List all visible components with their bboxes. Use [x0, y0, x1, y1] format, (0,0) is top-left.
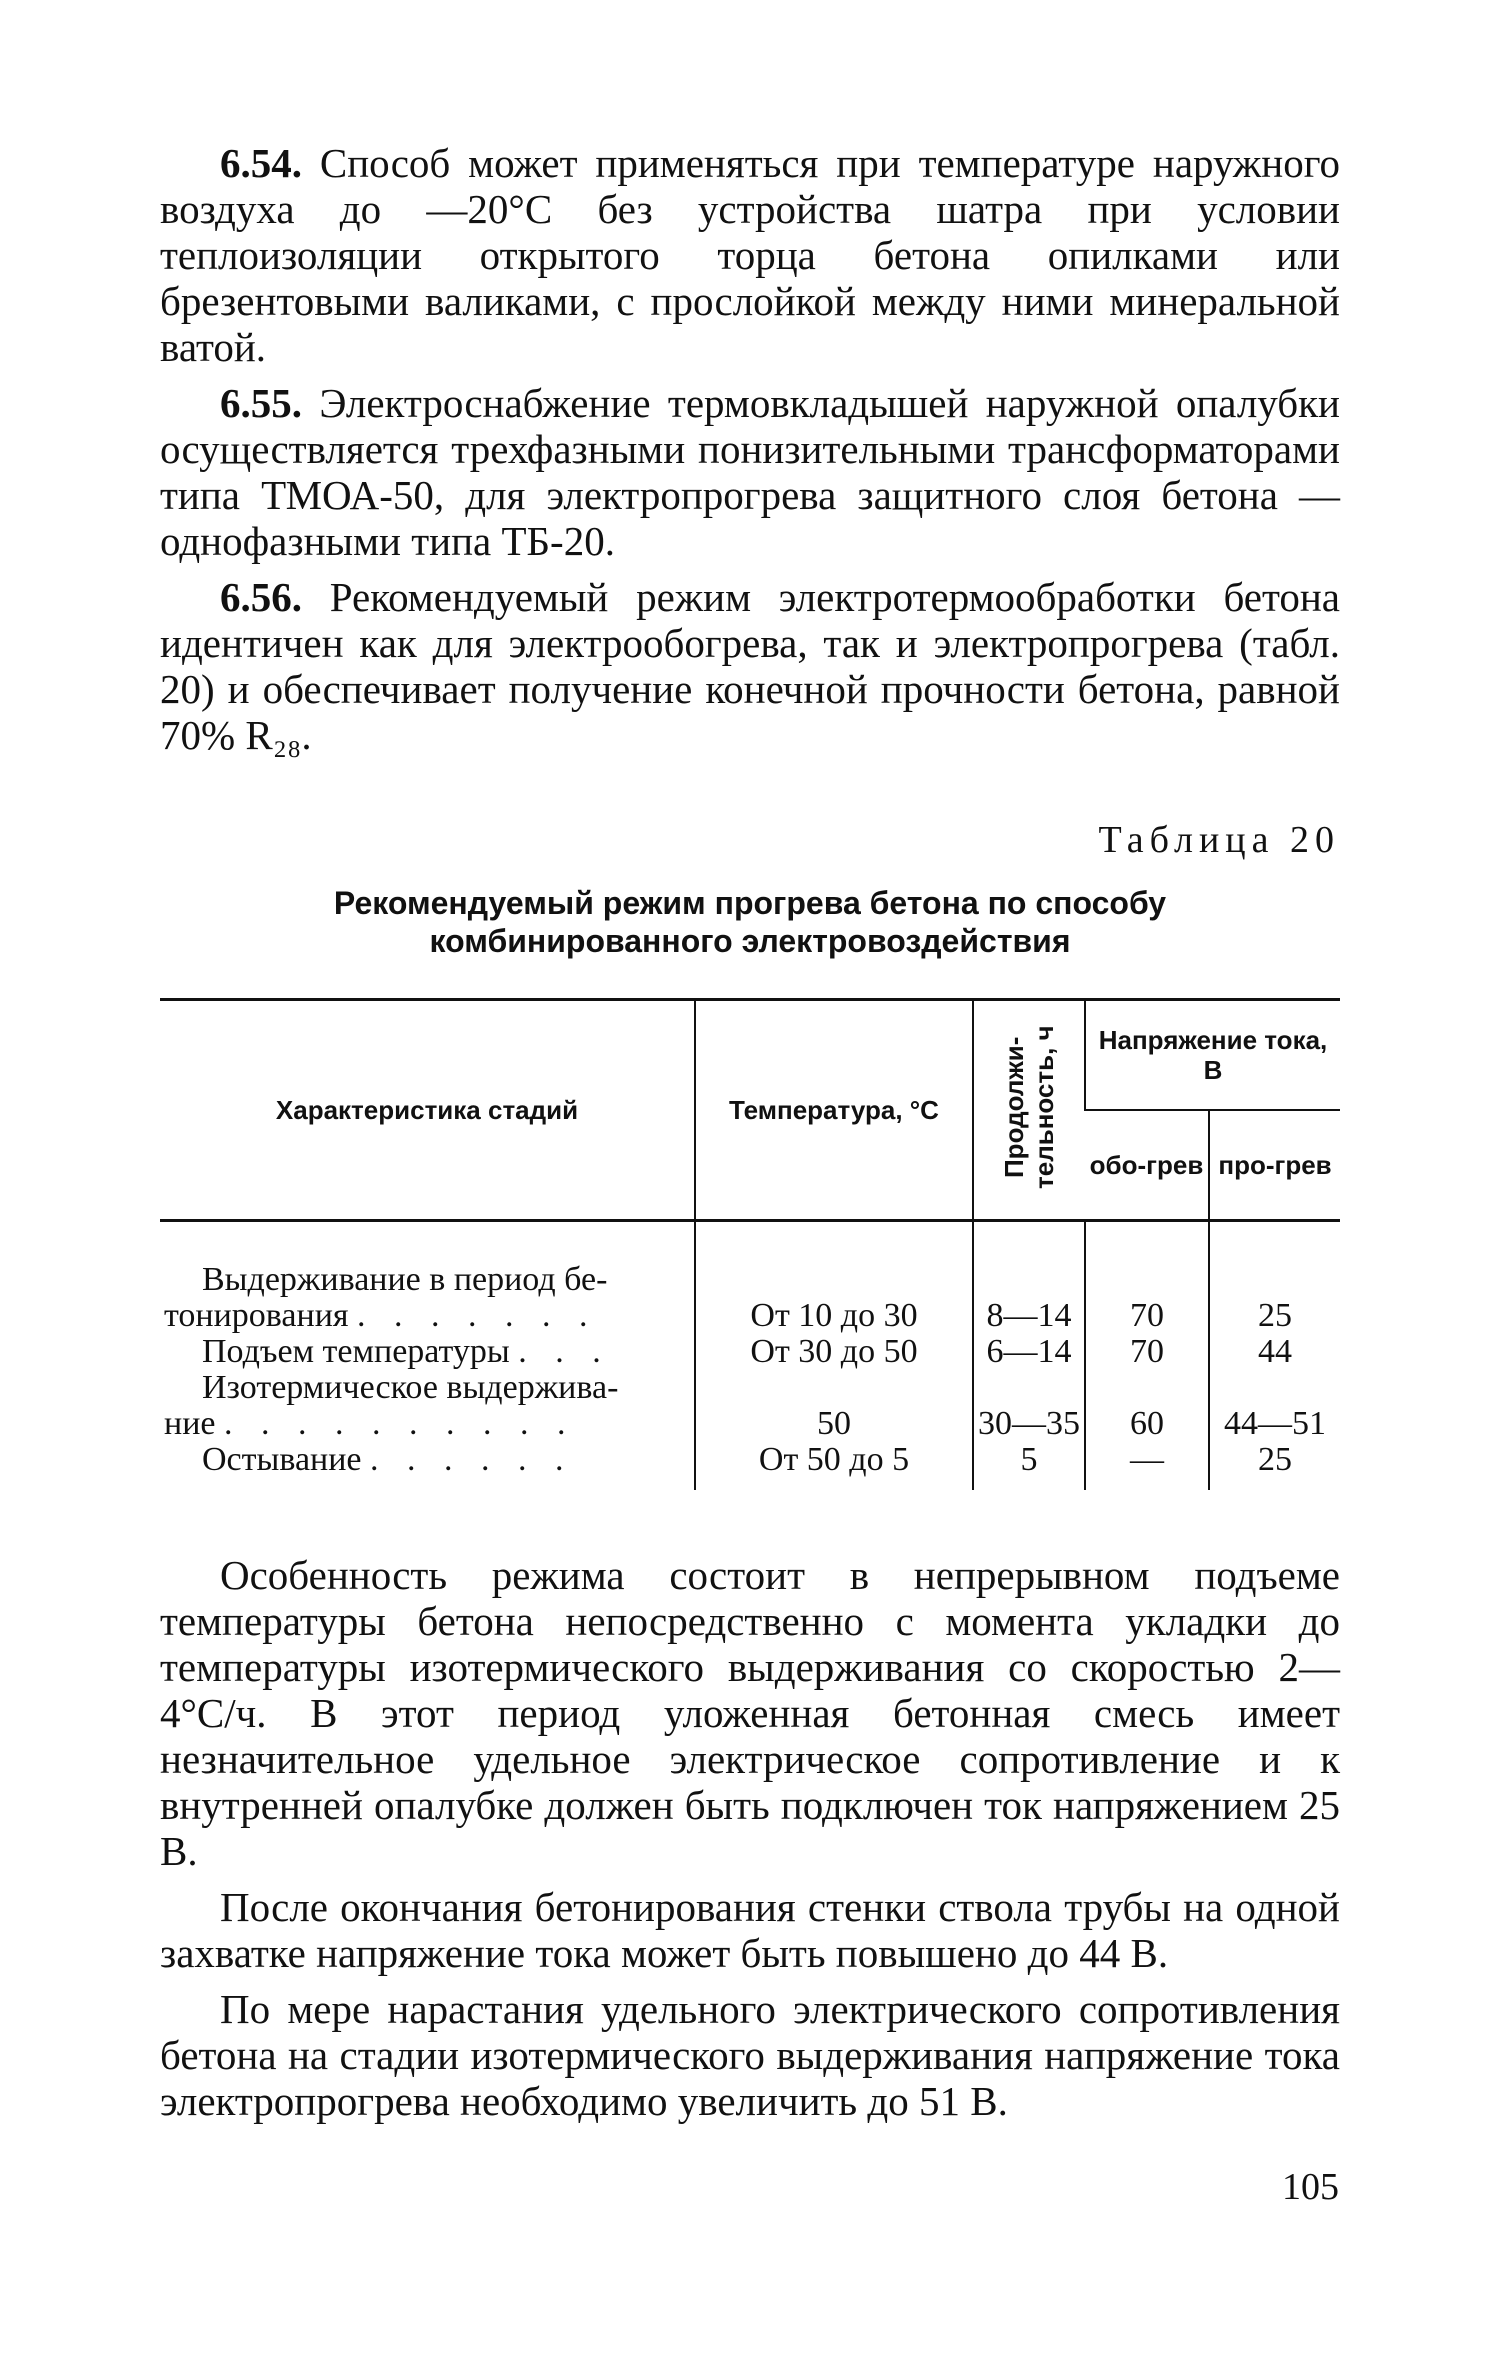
table-row	[160, 1370, 1340, 1442]
heating-cell: 70	[1085, 1334, 1209, 1370]
header-duration-text: Продолжи-тельность, ч	[999, 1025, 1059, 1189]
table-title-line: комбинированного электровоздействия	[429, 923, 1071, 959]
header-warming: про-грев	[1209, 1110, 1340, 1221]
temp-cell: От 30 до 50	[695, 1334, 973, 1370]
temp-cell: От 50 до 5	[695, 1442, 973, 1490]
header-heating: обо-грев	[1085, 1110, 1209, 1221]
table-title-line: Рекомендуемый режим прогрева бетона по способу	[333, 885, 1167, 921]
page-number: 105	[1282, 2166, 1339, 2208]
heating-cell: 70	[1085, 1221, 1209, 1335]
warming-cell: 44—51	[1209, 1370, 1340, 1442]
table-title	[160, 884, 1340, 960]
duration-cell: 6—14	[973, 1334, 1085, 1370]
table-row	[160, 1221, 1340, 1335]
duration-cell: 5	[973, 1442, 1085, 1490]
header-temperature: Температура, °С	[695, 1000, 973, 1221]
heating-cell: 60	[1085, 1370, 1209, 1442]
regime-table	[160, 998, 1340, 1490]
paragraph-6-55	[160, 380, 1340, 564]
paragraph: По мере нарастания удельного электрического сопротивления бетона на стадии изотермического выдерживания напряжение тока электропрогрева необходимо увеличить до 51 В.	[160, 1986, 1340, 2124]
warming-cell: 44	[1209, 1334, 1340, 1370]
duration-cell: 30—35	[973, 1370, 1085, 1442]
body-text	[160, 1552, 1340, 2124]
stage-line2: ние	[164, 1405, 216, 1442]
temp-cell: От 10 до 30	[695, 1221, 973, 1335]
paragraph: После окончания бетонирования стенки ствола трубы на одной захватке напряжение тока может быть повышено до 44 В.	[160, 1884, 1340, 1976]
paragraph-text: Способ может применяться при температуре наружного воздуха до —20°С без устройства шатра при условии теплоизоляции открытого торца бетона опилками или брезентовыми валиками, с прослойкой между ними минеральной ватой.	[160, 140, 1340, 370]
temp-cell: 50	[695, 1370, 973, 1442]
stage-line1: Выдерживание в период бе-	[202, 1261, 608, 1298]
paragraph-text: Рекомендуемый режим электротермообработки бетона идентичен как для электрообогрева, так и электропрогрева (табл. 20) и обеспечивает получение конечной прочности бетона, равной 70% R₂₈.	[160, 574, 1340, 758]
leader-dots: . . . . . . . . . .	[223, 1405, 576, 1442]
leader-dots: . . . . . . .	[357, 1297, 598, 1334]
stage-cell	[160, 1221, 695, 1335]
stage-line2: тонирования	[164, 1297, 349, 1334]
stage-line2: Подъем температуры	[202, 1333, 510, 1370]
paragraph-text: Электроснабжение термовкладышей наружной опалубки осуществляется трехфазными понизительными трансформаторами типа ТМОА-50, для электропрогрева защитного слоя бетона — однофазными типа ТБ-20.	[160, 380, 1340, 564]
warming-cell: 25	[1209, 1221, 1340, 1335]
stage-cell	[160, 1370, 695, 1442]
duration-cell: 8—14	[973, 1221, 1085, 1335]
stage-cell	[160, 1334, 695, 1370]
paragraph-number: 6.55.	[220, 380, 302, 426]
table-row	[160, 1334, 1340, 1370]
paragraph-6-54	[160, 140, 1340, 370]
heating-cell: —	[1085, 1442, 1209, 1490]
stage-line2: Остывание	[202, 1441, 362, 1478]
stage-line1: Изотермическое выдержива-	[202, 1369, 619, 1406]
header-stage: Характеристика стадий	[160, 1000, 695, 1221]
paragraph-6-56	[160, 574, 1340, 758]
paragraph-number: 6.56.	[220, 574, 302, 620]
stage-cell	[160, 1442, 695, 1490]
page	[160, 140, 1340, 2124]
header-voltage: Напряжение тока, В	[1085, 1000, 1340, 1111]
leader-dots: . . .	[518, 1333, 611, 1370]
paragraph-number: 6.54.	[220, 140, 302, 186]
warming-cell: 25	[1209, 1442, 1340, 1490]
paragraph: Особенность режима состоит в непрерывном подъеме температуры бетона непосредственно с момента укладки до температуры изотермического выдерживания со скоростью 2—4°С/ч. В этот период уложенная бетонная смесь имеет незначительное удельное электрическое сопротивление и к внутренней опалубке должен быть подключен ток напряжением 25 В.	[160, 1552, 1340, 1874]
leader-dots: . . . . . .	[370, 1441, 574, 1478]
table-row	[160, 1442, 1340, 1490]
header-duration	[973, 1000, 1085, 1221]
table-label: Таблица 20	[1098, 819, 1340, 861]
